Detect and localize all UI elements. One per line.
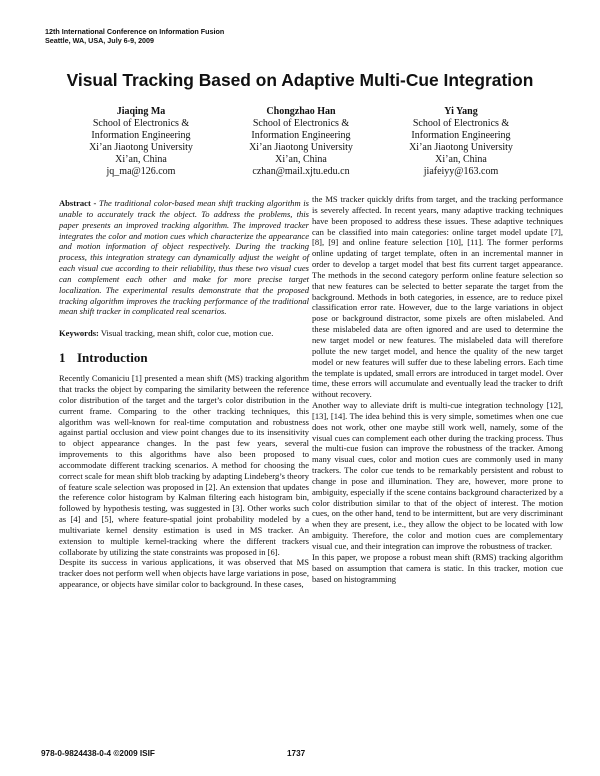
author-block (66, 106, 216, 179)
author-email[interactable]: czhan@mail.xjtu.edu.cn (252, 166, 350, 178)
author-block (386, 106, 536, 179)
body-paragraph: the MS tracker quickly drifts from target, and the tracking performance is severely affected. In recent years, many adaptive tracking techniques have been proposed to address these issues. These adaptive techniques can be classified into main categories: online target model update [7], [8], [9] and online feature selection [10], [11]. The former performs online updating of target template, often in an incremental manner in order to develop a target model that best fits current target appearance. The methods in the second category perform online feature selection so that new features can be selected to better separate the target from the background. Methods in both categories, in essence, are to reduce pixel classification error rate. However, due to the large variations in object pose or background distractor, some pixels are often mislabeled. And these mislabeled data are often ignored and are used to determine the new target model or new features. The mislabeled data will therefore pollute the new target model, and hence the quality of the new target model or new features will suffer due to these labeling errors. Each time the template is updated, small errors are introduced in target model. Over time, these errors will accumulate and eventually lead the tracker to drift without recovery. (312, 194, 563, 400)
body-paragraph: Another way to alleviate drift is multi-cue integration technology [12], [13], [14]. The idea behind this is very simple, sometimes when one cue does not work, other one maybe still work well, namely, some of the visual cues can complement each other during the tracking process. Thus the multi-cue fusion can improve the robustness of the tracker. Among many visual cues, color and motion cues are commonly used in many trackers. The color cue tends to be remarkably persistent and robust to change in pose and illumination. They are, however, more prone to ambiguity, especially if the scene contains background characterized by a color distribution similar to that of the object of interest. The motion cues, on the other hand, tend to be intermittent, but are very discriminant when they are present, i.e., they allow the object to be located with low ambiguity. Therefore, the color and motion cues are complementary visual cue, and their integration can improve the robustness of tracker. (312, 400, 563, 551)
author-email[interactable]: jq_ma@126.com (106, 166, 176, 178)
abstract-label: Abstract - (59, 198, 97, 208)
body-paragraph: Recently Comaniciu [1] presented a mean shift (MS) tracking algorithm that tracks the object by comparing the similarity between the reference color distribution of the target and the target’s color distribution in the current frame. Comparing to the other tracking techniques, this algorithm was well-known for real-time computation and robustness against partial occlusion and view point changes due to its insensitivity to object appearance changes. In the past few years, several improvements to this algorithms have also been proposed to accommodate different tracking scenarios. A method for choosing the correct scale for mean shift blob tracking by adapting Lindeberg’s theory of feature scale selection was proposed in [2]. An extension that updates the reference color histogram by Kalman filtering each histogram bin, followed by hypothesis testing, was suggested in [3]. Other works such as [4] and [5], where feature-spatial joint probability modeled by a multivariate kernel density estimation is used in MS tracker. An extension to multiple kernel-tracking where the different trackers collaborate by utilizing the state constraints was proposed in [6]. (59, 373, 309, 557)
abstract-text: The traditional color-based mean shift tracking algorithm is unable to accurately track the object. To address the problems, this paper presents an improved tracking algorithm. The improved tracker integrates the color and motion cues which characterize the appearance and motion information of object respectively. During the tracking process, this integration strategy can dynamically adjust the weight of each visual cue according to their reliability, thus these two visual cues can complement each other and make for more precise target localization. The experimental results demonstrate that the proposed tracking algorithm improves the tracking performance of the traditional mean shift tracker in complicated real scenarios. (59, 198, 309, 317)
conference-location: Seattle, WA, USA, July 6-9, 2009 (45, 36, 155, 45)
author-city: Xi’an, China (275, 154, 327, 166)
author-university: Xi’an Jiaotong University (409, 142, 513, 154)
keywords-label: Keywords: (59, 328, 99, 339)
author-city: Xi’an, China (115, 154, 167, 166)
abstract (59, 198, 309, 317)
author-dept: School of Electronics & (412, 118, 510, 130)
body-paragraph: Despite its success in various applications, it was observed that MS tracker does not perform well when objects have large variations in pose, appearance, or objects have similar color to background. In these cases, (59, 557, 309, 590)
section-heading (59, 350, 309, 366)
conference-header (45, 27, 224, 45)
paper-title: Visual Tracking Based on Adaptive Multi-Cue Integration (66, 70, 534, 90)
author-dept: Information Engineering (251, 130, 351, 142)
author-dept: School of Electronics & (92, 118, 190, 130)
author-name: Chongzhao Han (266, 106, 336, 117)
body-paragraph: In this paper, we propose a robust mean shift (RMS) tracking algorithm based on assumption that camera is static. In this tracker, motion cue based on histogramming (312, 551, 563, 584)
left-column (59, 198, 309, 590)
section-title: Introduction (77, 350, 148, 366)
section-number: 1 (59, 350, 66, 366)
conference-name: 12th International Conference on Information Fusion (45, 27, 225, 36)
author-name: Jiaqing Ma (116, 106, 166, 117)
author-dept: Information Engineering (411, 130, 511, 142)
author-university: Xi’an Jiaotong University (89, 142, 193, 154)
keywords-text: Visual tracking, mean shift, color cue, motion cue. (100, 328, 274, 339)
author-email[interactable]: jiafeiyy@163.com (423, 166, 499, 178)
author-block (226, 106, 376, 179)
author-dept: Information Engineering (91, 130, 191, 142)
footer-isbn: 978-0-9824438-0-4 ©2009 ISIF (41, 749, 155, 758)
page-number: 1737 (287, 749, 306, 758)
author-university: Xi’an Jiaotong University (249, 142, 353, 154)
author-name: Yi Yang (444, 106, 478, 117)
author-dept: School of Electronics & (252, 118, 350, 130)
keywords (59, 328, 309, 339)
author-city: Xi’an, China (435, 154, 487, 166)
right-column (312, 194, 563, 584)
